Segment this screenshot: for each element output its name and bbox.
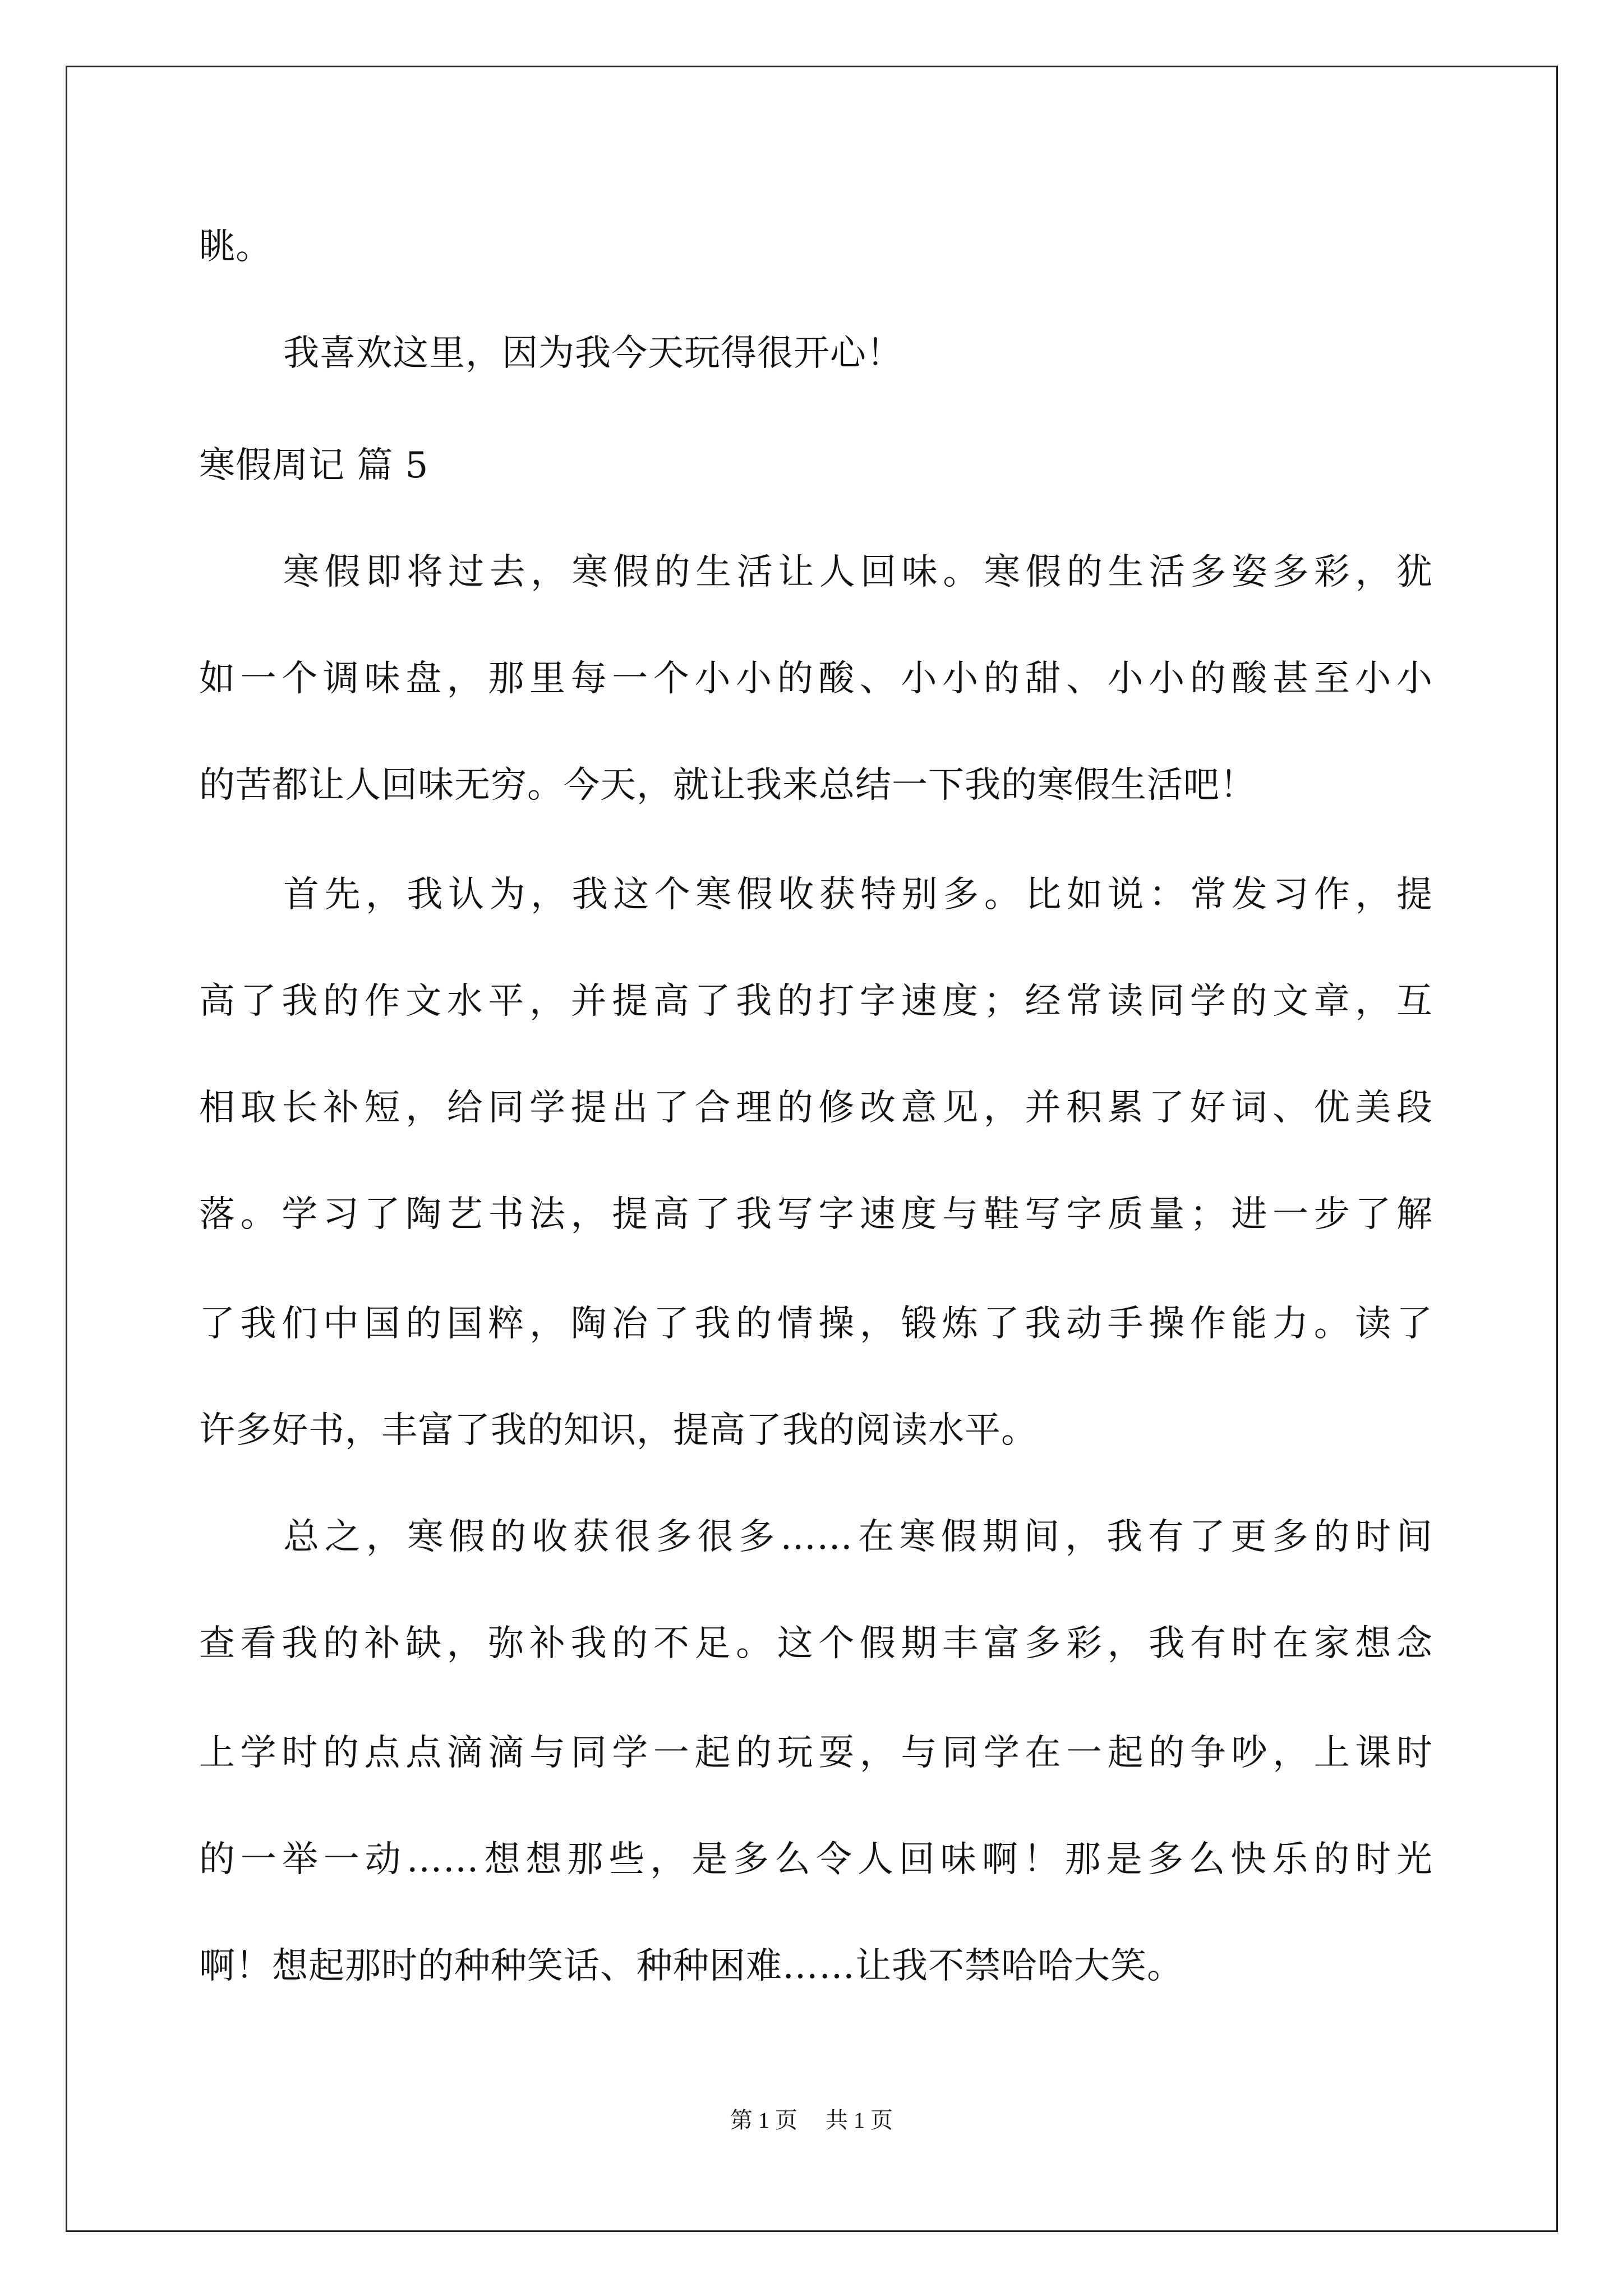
page-border [66, 66, 1558, 2232]
text-line: 总之，寒假的收获很多很多……在寒假期间，我有了更多的时间 [283, 1516, 1433, 1558]
text-line: 落。学习了陶艺书法，提高了我写字速度与鞋写字质量；进一步了解 [199, 1194, 1433, 1235]
text-line: 首先，我认为，我这个寒假收获特别多。比如说：常发习作，提 [283, 874, 1433, 915]
text-line: 了我们中国的国粹，陶冶了我的情操，锻炼了我动手操作能力。读了 [199, 1303, 1433, 1345]
text-line: 我喜欢这里，因为我今天玩得很开心！ [283, 333, 903, 374]
text-line: 查看我的补缺，弥补我的不足。这个假期丰富多彩，我有时在家想念 [199, 1623, 1433, 1664]
text-line: 啊！想起那时的种种笑话、种种困难……让我不禁哈哈大笑。 [199, 1945, 1183, 1987]
text-line: 眺。 [199, 226, 272, 268]
text-line: 高了我的作文水平，并提高了我的打字速度；经常读同学的文章，互 [199, 981, 1433, 1022]
text-line: 的一举一动……想想那些，是多么令人回味啊！那是多么快乐的时光 [199, 1839, 1433, 1880]
text-line: 如一个调味盘，那里每一个小小的酸、小小的甜、小小的酸甚至小小 [199, 658, 1433, 700]
text-line: 相取长补短，给同学提出了合理的修改意见，并积累了好词、优美段 [199, 1087, 1433, 1129]
text-line: 寒假即将过去，寒假的生活让人回味。寒假的生活多姿多彩，犹 [283, 551, 1433, 593]
text-line: 的苦都让人回味无穷。今天，就让我来总结一下我的寒假生活吧！ [199, 765, 1256, 806]
text-line: 许多好书，丰富了我的知识，提高了我的阅读水平。 [199, 1410, 1038, 1451]
section-heading: 寒假周记 篇 5 [199, 445, 429, 486]
page-number-footer: 第 1 页 共 1 页 [730, 2108, 893, 2133]
text-line: 上学时的点点滴滴与同学一起的玩耍，与同学在一起的争吵，上课时 [199, 1732, 1433, 1774]
